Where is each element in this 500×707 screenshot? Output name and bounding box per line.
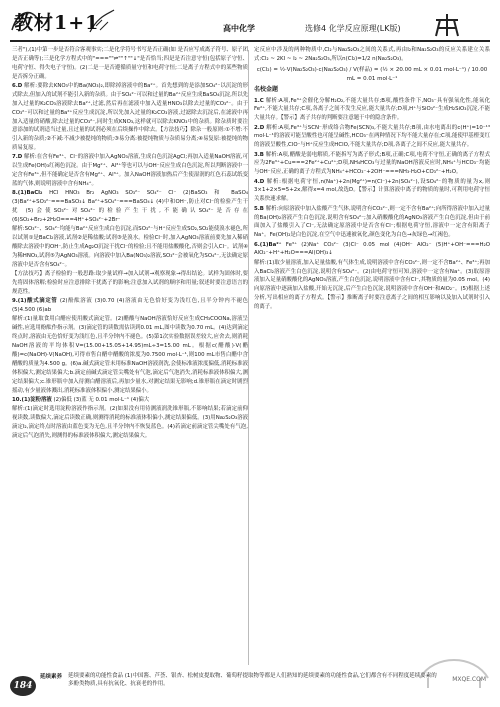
question-number: 8.(1)BaCl₂	[12, 190, 43, 197]
brand-logo: 教材1+1	[14, 12, 100, 34]
formula: c(Cl₂) = ½·V(Na₂S₂O₃)·c(Na₂S₂O₃) / V(样品) = (½ × 20.00 mL × 0.01 mol·L⁻¹) / 10.00 mL = 0.01 mol·L⁻¹	[256, 66, 488, 82]
page-header	[0, 0, 500, 46]
answer-paragraph	[12, 297, 248, 315]
answer-paragraph	[12, 82, 248, 153]
answer-text: 【方法技巧】离子检验的一般思路:取少量试样→加入试剂→观察现象→得出结论。试样为固体时,要先将固体溶解;检验时应注意排除干扰离子的影响;注意加入试剂的顺序和用量;叙述时要注意语言的规范性。	[12, 271, 248, 295]
question-number: 1.C	[254, 97, 264, 104]
answer-paragraph	[12, 225, 248, 270]
answer-paragraph	[12, 46, 248, 82]
answer-text: 解析:(1)取少量溶液,加入足量盐酸,有气体生成,说明溶液中含有CO₃²⁻,则一定不含Ba²⁺、Fe³⁺;再加入BaCl₂溶液产生白色沉淀,说明含有SO₄²⁻。(2)由电荷守恒可知,溶液中一定含有Na⁺。(3)取原溶液加入足量硝酸酸化的AgNO₃溶液,产生白色沉淀,说明溶液中含有Cl⁻,其物质的量为0.05 mol。(4)向原溶液中逐滴加入盐酸,开始无沉淀,后产生白色沉淀,说明溶液中含有OH⁻和AlO₂⁻。(5)根据上述分析,写出相应的离子方程式。【警示】推断离子时要注意离子之间的相互影响以及加入试剂时引入的离子。	[254, 259, 490, 311]
left-column	[12, 46, 248, 668]
answer-text: 解析:(1)滴定时选用淀粉溶液作指示剂。(2)如果没有用待测液润洗锥形瓶,不影响结果;若滴定前仰视读数,读数偏大,滴定后读数正确,则测得消耗的标准液体积偏小,测定结果偏低。(3)用Na₂S₂O₃溶液滴定I₂,滴定终点时溶液由蓝色变为无色,且半分钟内不恢复蓝色。(4)若滴定前滴定管尖嘴处有气泡,滴定后气泡消失,则测得的标准液体积偏大,测定结果偏大。	[12, 405, 248, 439]
answer-paragraph	[254, 259, 490, 312]
section-title: 名校金题	[254, 85, 279, 93]
question-number: 7.D	[12, 154, 23, 161]
answer-paragraph	[12, 405, 248, 441]
answer-paragraph	[12, 153, 248, 189]
question-number: 3.B	[254, 151, 264, 158]
footer-text: 延续要素的功能性食品 (1)中国酱、芦荟、银杏、松树皮提取物、葡萄籽提取物等都是人们熟知的延续要素的功能性食品,它们都含有不同程度延续要素的多酚类物质,具有抗氧化、抗衰老的作用。	[68, 673, 437, 687]
answer-text: 三者"),(1)中第一步是否符合客观事实;二是化学符号书写是否正确(如 是否应写成离子符号、原子团是否正确等);三是化学方程式中的"===""⇌""↑""↓"是否恰当;四是是否注意守恒(包括原子守恒、电荷守恒、得失电子守恒)。(2)二是一是否遵循质量守恒和电荷守恒;二是离子方程式中的某些物质是否拆分正确。	[12, 47, 248, 80]
answer-paragraph	[12, 270, 248, 297]
answer-paragraph	[254, 241, 490, 259]
watermark-logo-icon	[414, 648, 494, 694]
answer-paragraph	[12, 315, 248, 395]
answer-text: 解析:A项,醋酸是弱电解质,不能拆写为离子形式;B项,正确;C项,电荷不守恒,正确的离子方程式应为2Fe³⁺+Cu===2Fe²⁺+Cu²⁺;D项,NH₄HCO₃与过量的NaOH溶液反应时,NH₄⁺与HCO₃⁻均能与OH⁻反应,正确的离子方程式为NH₄⁺+HCO₃⁻+2OH⁻===NH₃·H₂O+CO₃²⁻+H₂O。	[254, 151, 490, 176]
question-number: 6.(1)Ba²⁺	[254, 241, 282, 248]
emblem-icon	[432, 12, 462, 38]
page-number: 184	[10, 676, 36, 696]
answer-paragraph	[12, 396, 248, 405]
answer-paragraph	[12, 189, 248, 225]
answer-paragraph	[254, 151, 490, 178]
answer-text: Fe³⁺ (2)Na⁺ CO₃²⁻ (3)Cl⁻ 0.05 mol (4)OH⁻ AlO₂⁻ (5)H⁺+OH⁻===H₂O AlO₂⁻+H⁺+H₂O===Al(OH)₃↓	[254, 241, 490, 257]
answer-paragraph	[254, 124, 490, 151]
answer-text: 解析:根据电荷守恒,n(Na⁺)+2n(Mg²⁺)=n(Cl⁻)+2n(SO₄²⁻),设SO₄²⁻的物质的量为x,则3×1+2×5=5+2x,解得x=4 mol,故选D。【警示】计算溶液中离子的物质的量时,可利用电荷守恒关系快速求解。	[254, 178, 490, 203]
answer-paragraph	[254, 178, 490, 205]
header-rule	[10, 40, 490, 42]
answer-text: HCl HNO₃ Br₂ AgNO₃ SO₃²⁻ SO₄²⁻ Cl⁻ (2)BaSO₃ 和 BaSO₄ (3)Ba²⁺+SO₃²⁻===BaSO₃↓ Ba²⁺+SO₄²⁻===BaSO₄↓ (4)中和OH⁻,防止对Cl⁻的检验产生干扰 (5)会使SO₃²⁻对SO₄²⁻的检验产生干扰,不能确认SO₄²⁻是否存在 (6)SO₂+Br₂+2H₂O===4H⁺+SO₄²⁻+2Br⁻	[12, 190, 248, 224]
answer-text: 定反应中涉及的两种物质中,Cl₂与Na₂S₂O₃之间的关系式,再由I₂和Na₂S₂O₃的反应关系建立关系式:Cl₂ ~ 2KI ~ I₂ ~ 2Na₂S₂O₃,所以n(Cl₂)=1/2 n(Na₂S₂O₃)。	[254, 47, 490, 62]
question-number: 10.(1)淀粉溶液	[12, 396, 52, 403]
answer-paragraph	[254, 97, 490, 124]
footer-tag: 延续素养	[40, 674, 63, 680]
question-number: 9.(1)酸式滴定管	[12, 298, 58, 305]
answer-paragraph	[254, 46, 490, 64]
answer-text: 解析:在含有Fe³⁺、Cl⁻的溶液中加入AgNO₃溶液,生成白色沉淀AgCl;再加入适量NaOH溶液,可以生成Fe(OH)₃红褐色沉淀。由于Mg²⁺、Al³⁺等也可以与OH⁻反应生成白色沉淀,所以判断溶液中一定含有Fe³⁺,但不能确定是否含有Mg²⁺、Al³⁺。加入NaOH溶液加热后产生使湿润的红色石蕊试纸变蓝的气体,则说明溶液中含有NH₄⁺。	[12, 154, 248, 188]
answer-text: 解析:A项,Fe³⁺会催化分解H₂O₂,不能大量共存;B项,酸性条件下,NO₃⁻具有强氧化性,能氧化Fe²⁺,不能大量共存;C项,各离子之间不发生反应,能大量共存;D项,H⁺与SiO₃²⁻生成H₂SiO₃沉淀,不能大量共存。【警示】离子共存的判断要注意题干中的隐含条件。	[254, 97, 490, 122]
answer-text: 解析:要除去KNO₃中的Ba(NO₃)₂,即除掉溶液中的Ba²⁺。首先想到的是添加SO₄²⁻以沉淀的形式除去,但加入的试剂不能引入新的杂质。由于SO₄²⁻可以和过量的Ba²⁺反应生成BaSO₄沉淀,所以先加入过量的K₂CO₃溶液除去Ba²⁺,过滤,然后再在滤液中加入适量HNO₃以除去过量的CO₃²⁻。由于CO₃²⁻可以和过量的Ba²⁺反应生成沉淀,所以先加入过量的K₂CO₃溶液,过滤除去沉淀后,在滤液中再加入适量的硝酸,除去过量的CO₃²⁻,同时生成KNO₃,这样就可以除去KNO₃中的杂质。除杂质时要注意添加的试剂适当过量,且过量的试剂必须在后续操作中除去。【方法技巧】除杂一般原则:①不增:不引入新的杂质;②不减:不减少被提纯的物质;③易分离:被提纯物质与杂质易分离;④易复原:被提纯的物质易复原。	[12, 82, 248, 152]
header-title: 高中化学	[223, 24, 255, 33]
answer-text: (2)酚酞溶液 (3)0.70 (4)溶液由无色恰好变为浅红色,且半分钟内不褪色 (5)4.500 (6)ab	[12, 298, 248, 314]
question-number: 6.D	[12, 82, 23, 89]
question-number: 4.D	[254, 178, 265, 185]
answer-text: 解析:向原溶液中加入盐酸产生气体,说明含有CO₃²⁻,则一定不含有Ba²⁺;向所得溶液中加入过量的Ba(OH)₂溶液产生白色沉淀,说明含有SO₄²⁻;加入硝酸酸化的AgNO₃溶液产生白色沉淀,但由于前面加入了盐酸引入了Cl⁻,无法确定原溶液中是否含有Cl⁻;根据电荷守恒,溶液中一定含有阳离子Na⁺。Fe(OH)₂是白色沉淀,在空气中迅速被氧化,颜色变化为白色→灰绿色→红褐色。	[254, 205, 490, 239]
header-subtitle: 选修4 化学反应原理(LK版)	[305, 24, 401, 33]
right-column	[254, 46, 490, 668]
column-divider	[248, 50, 249, 665]
answer-text: 解析:SO₃²⁻、SO₄²⁻均能与Ba²⁺反应生成白色沉淀,而SO₃²⁻与H⁺反应生成SO₂,SO₂能使溴水褪色,所以试剂①是BaCl₂溶液,试剂②是稀盐酸;试剂③是溴水。检验Cl⁻时,加入AgNO₃溶液前要先加入稀硝酸除去溶液中的OH⁻,防止生成Ag₂O沉淀干扰Cl⁻的检验;且不能用盐酸酸化,否则会引入Cl⁻。试剂④为稀HNO₃,试剂⑤为AgNO₃溶液。向溶液中加入Ba(NO₃)₂溶液,SO₃²⁻会被氧化为SO₄²⁻,无法确定原溶液中是否含有SO₄²⁻。	[12, 226, 248, 268]
watermark-text: MXQE.COM	[452, 676, 486, 683]
question-number: 2.D	[254, 124, 265, 131]
answer-paragraph	[254, 205, 490, 241]
answer-text: 解析:(1)量取食用白醋应使用酸式滴定管。(2)醋酸与NaOH溶液恰好反应生成CH₃COONa,溶液呈碱性,应选用酚酞作指示剂。(3)滴定管的读数需估读到0.01 mL,图中读数为0.70 mL。(4)达到滴定终点时,溶液由无色恰好变为浅红色,且半分钟内不褪色。(5)第1次实验数据误差较大,应舍去,则消耗NaOH溶液的平均体积V=(15.00+15.05+14.95)mL÷3=15.00 mL。根据c(醋酸)·V(醋酸)=c(NaOH)·V(NaOH),可得市售白醋中醋酸的浓度为0.7500 mol·L⁻¹,则100 mL市售白醋中含醋酸的质量为4.500 g。(6)a.碱式滴定管未用标准NaOH溶液润洗,会使标准液浓度偏低,消耗标准液体积偏大,测定结果偏大;b.滴定前碱式滴定管尖嘴处有气泡,滴定后气泡消失,消耗标准液体积偏大,测定结果偏大;c.锥形瓶中加入待测白醋溶液后,再加少量水,对测定结果无影响;d.锥形瓶在滴定时剧烈摇动,有少量液体溅出,消耗标准液体积偏小,测定结果偏小。	[12, 316, 248, 394]
answer-text: 解析:A项,Fe³⁺与SCN⁻形成络合物Fe(SCN)₃,不能大量共存;B项,由水电离出的c(H⁺)=10⁻¹³ mol·L⁻¹的溶液可能呈酸性也可能呈碱性,HCO₃⁻在两种情况下均不能大量存在;C项,能使甲基橙变红的溶液呈酸性,ClO⁻与H⁺反应生成HClO,不能大量共存;D项,各离子之间不反应,能大量共存。	[254, 124, 490, 149]
question-number: 5.B	[254, 205, 264, 212]
answer-text: (2)偏低 (3)蓝 无 0.01 mol·L⁻¹ (4)偏大	[53, 396, 150, 403]
